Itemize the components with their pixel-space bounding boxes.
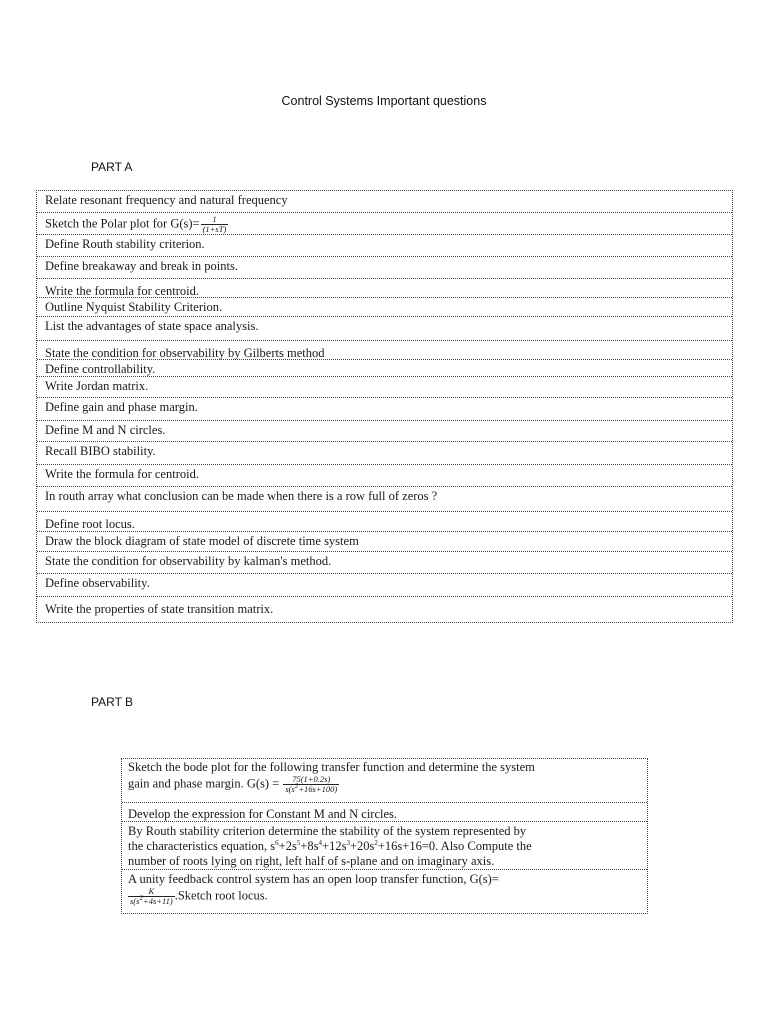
- table-row: [37, 341, 732, 360]
- question-text: Write Jordan matrix.: [45, 379, 149, 393]
- question-text: Define observability.: [45, 576, 150, 590]
- exponent: 2: [139, 894, 143, 903]
- question-text: State the condition for observability by Gilberts method: [45, 346, 325, 360]
- table-row: [37, 257, 732, 279]
- question-text: Define Routh stability criterion.: [45, 237, 205, 251]
- part-b-heading: PART B: [91, 695, 134, 709]
- question-text: Define breakaway and break in points.: [45, 259, 238, 273]
- table-row: [37, 360, 732, 377]
- equation-text: the characteristics equation, s: [128, 839, 276, 853]
- question-text: Define M and N circles.: [45, 423, 166, 437]
- question-text: Write the formula for centroid.: [45, 284, 199, 298]
- table-row: [37, 191, 732, 213]
- table-row: [37, 487, 732, 512]
- question-text: number of roots lying on right, left half of s-plane and on imaginary axis.: [128, 854, 495, 868]
- question-text: In routh array what conclusion can be made when there is a row full of zeros ?: [45, 489, 438, 503]
- part-a-heading: PART A: [91, 160, 133, 174]
- equation-term: +2s: [278, 839, 297, 853]
- table-row: [37, 279, 732, 298]
- table-row: [122, 822, 647, 870]
- question-text-line: [128, 887, 642, 906]
- table-row: [122, 759, 647, 803]
- table-row: [37, 442, 732, 465]
- part-a-table: [36, 190, 733, 623]
- table-row: [37, 465, 732, 487]
- fraction-denominator: [128, 894, 175, 906]
- question-text: Recall BIBO stability.: [45, 444, 156, 458]
- question-text: gain and phase margin. G(s) =: [128, 776, 283, 791]
- question-text: Define root locus.: [45, 517, 135, 531]
- equation-term: +8s: [300, 839, 319, 853]
- fraction-denominator: (1+sT): [202, 224, 227, 234]
- fraction-numerator: K: [128, 887, 175, 897]
- table-row: [37, 532, 732, 552]
- question-text: A unity feedback control system has an open loop transfer function, G(s)=: [128, 872, 499, 886]
- part-b-table: [121, 758, 648, 914]
- question-text: .Sketch root locus.: [174, 888, 268, 903]
- question-text-line: [128, 775, 642, 794]
- question-text: Relate resonant frequency and natural frequency: [45, 193, 288, 207]
- denominator-part: s(s: [130, 896, 140, 906]
- question-text: Write the formula for centroid.: [45, 467, 199, 481]
- characteristic-equation-line: [128, 839, 642, 854]
- root-locus-fraction: [128, 887, 175, 906]
- table-row: [37, 298, 732, 317]
- table-row: [122, 803, 647, 822]
- table-row: [37, 421, 732, 442]
- bode-fraction: [283, 775, 339, 794]
- question-text: Sketch the bode plot for the following transfer function and determine the system: [128, 760, 535, 774]
- question-text: Define controllability.: [45, 362, 156, 376]
- exponent: 5: [296, 838, 301, 847]
- table-row: [37, 512, 732, 532]
- question-text: State the condition for observability by kalman's method.: [45, 554, 332, 568]
- equation-text: +16s+16=0. Also Compute the: [377, 839, 532, 853]
- question-text: Sketch the Polar plot for G(s)=: [45, 216, 200, 231]
- table-row: [122, 870, 647, 913]
- table-row: [37, 552, 732, 574]
- exponent: 2: [294, 782, 299, 791]
- table-row: [37, 317, 732, 341]
- question-text: Write the properties of state transition matrix.: [45, 602, 274, 616]
- table-row: [37, 398, 732, 421]
- fraction-numerator: 1: [201, 215, 229, 225]
- table-row: [37, 377, 732, 398]
- question-text: Define gain and phase margin.: [45, 400, 198, 414]
- denominator-part: s(s: [285, 784, 295, 794]
- denominator-part: +16s+100): [298, 784, 338, 794]
- table-row: [37, 213, 732, 235]
- equation-term: +12s: [322, 839, 347, 853]
- question-text: Draw the block diagram of state model of discrete time system: [45, 534, 359, 548]
- table-row: [37, 235, 732, 257]
- exponent: 6: [275, 838, 279, 847]
- exponent: 3: [346, 838, 350, 847]
- table-row: [37, 597, 732, 622]
- exponent: 4: [318, 838, 323, 847]
- fraction-numerator: 75(1+0.2s): [283, 775, 339, 785]
- question-text: Outline Nyquist Stability Criterion.: [45, 300, 223, 314]
- document-title: Control Systems Important questions: [281, 94, 487, 108]
- equation-term: +20s: [349, 839, 375, 853]
- fraction-denominator: [283, 782, 339, 794]
- question-text: Develop the expression for Constant M and N circles.: [128, 807, 398, 821]
- denominator-part: +4s+11): [142, 896, 173, 906]
- exponent: 2: [374, 838, 378, 847]
- table-row: [37, 574, 732, 597]
- polar-fraction: [201, 215, 229, 234]
- question-text: By Routh stability criterion determine the stability of the system represented by: [128, 824, 527, 838]
- question-text: List the advantages of state space analysis.: [45, 319, 259, 333]
